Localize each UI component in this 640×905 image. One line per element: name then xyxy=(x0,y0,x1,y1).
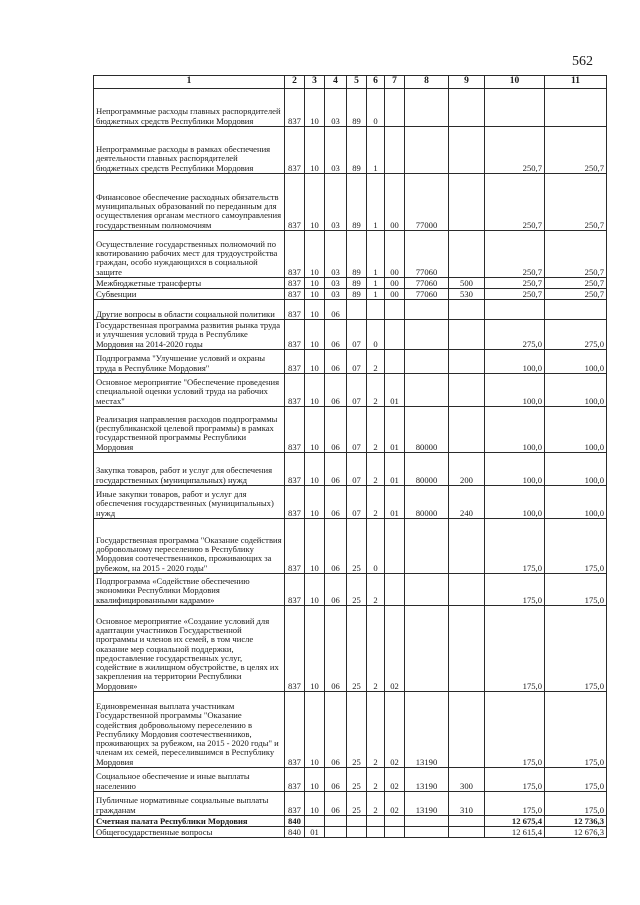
cell-measure xyxy=(385,350,405,374)
cell-direction: 80000 xyxy=(405,486,449,519)
table-row xyxy=(94,519,607,574)
cell-pr: 06 xyxy=(325,300,347,320)
cell-pr xyxy=(325,827,347,838)
row-name: Основное мероприятие "Обеспечение проведения специальной оценки условий труда на рабочих местах" xyxy=(94,374,285,407)
cell-subprogram: 2 xyxy=(367,374,385,407)
cell-rz: 10 xyxy=(305,486,325,519)
cell-amount-1: 12 615,4 xyxy=(485,827,545,838)
cell-gr: 837 xyxy=(285,374,305,407)
header-col-1: 1 xyxy=(94,76,285,89)
table-row xyxy=(94,606,607,692)
cell-gr: 837 xyxy=(285,127,305,174)
row-name: Социальное обеспечение и иные выплаты населению xyxy=(94,768,285,792)
cell-expense-type xyxy=(449,231,485,278)
row-name: Общегосударственные вопросы xyxy=(94,827,285,838)
cell-pr: 06 xyxy=(325,692,347,768)
cell-amount-2: 100,0 xyxy=(545,453,607,486)
cell-program: 89 xyxy=(347,174,367,231)
cell-expense-type xyxy=(449,300,485,320)
table-row xyxy=(94,407,607,453)
row-name: Единовременная выплата участникам Государственной программы "Оказание содействия добровольному переселению в Республику Мордовия соотечественников, проживающих за рубежом, на 2015 - 2020 годы" и членам их семей, переселившимся в Республику Мордовия xyxy=(94,692,285,768)
row-name: Финансовое обеспечение расходных обязательств муниципальных образований по переданным для осуществления органам местного самоуправления государственным полномочиям xyxy=(94,174,285,231)
cell-expense-type xyxy=(449,127,485,174)
cell-pr: 06 xyxy=(325,606,347,692)
cell-expense-type xyxy=(449,350,485,374)
header-col-6: 6 xyxy=(367,76,385,89)
cell-amount-2: 275,0 xyxy=(545,320,607,350)
cell-subprogram: 2 xyxy=(367,407,385,453)
cell-subprogram: 2 xyxy=(367,453,385,486)
cell-gr: 837 xyxy=(285,89,305,127)
table-row xyxy=(94,231,607,278)
cell-program xyxy=(347,827,367,838)
cell-gr: 837 xyxy=(285,350,305,374)
row-name: Осуществление государственных полномочий по квотированию рабочих мест для трудоустройства граждан, особо нуждающихся в социальной защите xyxy=(94,231,285,278)
table-row xyxy=(94,89,607,127)
cell-amount-1: 250,7 xyxy=(485,278,545,289)
cell-subprogram: 0 xyxy=(367,89,385,127)
cell-pr: 03 xyxy=(325,289,347,300)
cell-program: 89 xyxy=(347,278,367,289)
cell-amount-2: 12 676,3 xyxy=(545,827,607,838)
cell-program xyxy=(347,816,367,827)
cell-measure: 01 xyxy=(385,453,405,486)
row-name: Реализация направления расходов подпрограммы (республиканской целевой программы) в рамках государственной программы Республики Мордовия xyxy=(94,407,285,453)
cell-amount-2: 100,0 xyxy=(545,407,607,453)
cell-expense-type xyxy=(449,174,485,231)
table-row xyxy=(94,374,607,407)
cell-pr: 06 xyxy=(325,486,347,519)
cell-direction xyxy=(405,606,449,692)
cell-rz xyxy=(305,816,325,827)
cell-gr: 837 xyxy=(285,231,305,278)
cell-amount-2 xyxy=(545,300,607,320)
cell-amount-2: 250,7 xyxy=(545,231,607,278)
cell-subprogram xyxy=(367,300,385,320)
table-row xyxy=(94,816,607,827)
cell-amount-2: 175,0 xyxy=(545,519,607,574)
cell-gr: 840 xyxy=(285,816,305,827)
cell-amount-1: 250,7 xyxy=(485,174,545,231)
row-name: Основное мероприятие «Создание условий для адаптации участников Государственной программы и членов их семей, в том числе оказание мер социальной поддержки, предоставление государственных услуг, содействие в жилищном обустройстве, в целях их закрепления на территории Республики Мордовия» xyxy=(94,606,285,692)
table-row xyxy=(94,127,607,174)
cell-program: 89 xyxy=(347,231,367,278)
cell-expense-type xyxy=(449,692,485,768)
cell-expense-type xyxy=(449,320,485,350)
header-col-2: 2 xyxy=(285,76,305,89)
cell-program: 25 xyxy=(347,792,367,816)
cell-subprogram: 2 xyxy=(367,768,385,792)
cell-expense-type xyxy=(449,519,485,574)
cell-expense-type: 530 xyxy=(449,289,485,300)
cell-rz: 10 xyxy=(305,574,325,606)
cell-rz: 10 xyxy=(305,519,325,574)
table-row xyxy=(94,486,607,519)
cell-expense-type xyxy=(449,407,485,453)
cell-direction: 77060 xyxy=(405,278,449,289)
cell-gr: 837 xyxy=(285,407,305,453)
cell-amount-2: 12 736,3 xyxy=(545,816,607,827)
cell-direction xyxy=(405,127,449,174)
cell-measure: 02 xyxy=(385,768,405,792)
cell-amount-1: 275,0 xyxy=(485,320,545,350)
cell-pr: 03 xyxy=(325,127,347,174)
row-name: Межбюджетные трансферты xyxy=(94,278,285,289)
table-row xyxy=(94,300,607,320)
cell-gr: 837 xyxy=(285,768,305,792)
header-row xyxy=(94,76,607,89)
cell-pr: 06 xyxy=(325,374,347,407)
cell-gr: 837 xyxy=(285,486,305,519)
cell-measure: 01 xyxy=(385,374,405,407)
cell-expense-type: 500 xyxy=(449,278,485,289)
cell-amount-1: 250,7 xyxy=(485,289,545,300)
cell-amount-2: 250,7 xyxy=(545,278,607,289)
cell-program: 25 xyxy=(347,606,367,692)
cell-expense-type xyxy=(449,606,485,692)
cell-rz: 10 xyxy=(305,89,325,127)
cell-subprogram: 2 xyxy=(367,692,385,768)
cell-amount-2 xyxy=(545,89,607,127)
row-name: Подпрограмма «Содействие обеспечению экономики Республики Мордовия квалифицированными кадрами» xyxy=(94,574,285,606)
table-row xyxy=(94,174,607,231)
row-name: Закупка товаров, работ и услуг для обеспечения государственных (муниципальных) нужд xyxy=(94,453,285,486)
cell-expense-type xyxy=(449,374,485,407)
cell-program: 07 xyxy=(347,350,367,374)
cell-amount-1: 100,0 xyxy=(485,350,545,374)
cell-amount-2: 175,0 xyxy=(545,692,607,768)
cell-rz: 10 xyxy=(305,231,325,278)
cell-rz: 10 xyxy=(305,606,325,692)
cell-program: 07 xyxy=(347,453,367,486)
cell-direction xyxy=(405,574,449,606)
table-row xyxy=(94,289,607,300)
cell-pr: 06 xyxy=(325,792,347,816)
cell-pr: 06 xyxy=(325,574,347,606)
cell-direction xyxy=(405,374,449,407)
header-col-3: 3 xyxy=(305,76,325,89)
cell-amount-2: 175,0 xyxy=(545,792,607,816)
cell-rz: 10 xyxy=(305,692,325,768)
cell-amount-1: 175,0 xyxy=(485,519,545,574)
cell-measure: 00 xyxy=(385,289,405,300)
cell-expense-type: 240 xyxy=(449,486,485,519)
cell-pr: 03 xyxy=(325,174,347,231)
cell-subprogram: 2 xyxy=(367,486,385,519)
cell-rz: 10 xyxy=(305,289,325,300)
cell-direction: 13190 xyxy=(405,768,449,792)
table-row xyxy=(94,350,607,374)
cell-direction: 80000 xyxy=(405,453,449,486)
row-name: Подпрограмма "Улучшение условий и охраны труда в Республике Мордовия" xyxy=(94,350,285,374)
table-row xyxy=(94,574,607,606)
header-col-8: 8 xyxy=(405,76,449,89)
cell-amount-1: 100,0 xyxy=(485,453,545,486)
cell-measure xyxy=(385,827,405,838)
cell-program: 07 xyxy=(347,486,367,519)
cell-rz: 10 xyxy=(305,407,325,453)
table-row xyxy=(94,792,607,816)
cell-pr xyxy=(325,816,347,827)
cell-expense-type xyxy=(449,816,485,827)
cell-pr: 03 xyxy=(325,278,347,289)
cell-rz: 01 xyxy=(305,827,325,838)
cell-expense-type: 300 xyxy=(449,768,485,792)
cell-gr: 837 xyxy=(285,519,305,574)
cell-pr: 03 xyxy=(325,89,347,127)
cell-measure xyxy=(385,89,405,127)
cell-gr: 837 xyxy=(285,300,305,320)
cell-program: 25 xyxy=(347,768,367,792)
cell-gr: 837 xyxy=(285,453,305,486)
cell-pr: 06 xyxy=(325,519,347,574)
cell-program: 25 xyxy=(347,692,367,768)
cell-subprogram: 0 xyxy=(367,320,385,350)
cell-pr: 03 xyxy=(325,231,347,278)
cell-program: 89 xyxy=(347,89,367,127)
cell-rz: 10 xyxy=(305,453,325,486)
cell-program xyxy=(347,300,367,320)
cell-subprogram: 1 xyxy=(367,278,385,289)
cell-amount-2: 100,0 xyxy=(545,350,607,374)
cell-direction xyxy=(405,300,449,320)
cell-amount-2: 175,0 xyxy=(545,606,607,692)
cell-amount-2: 250,7 xyxy=(545,127,607,174)
cell-expense-type: 200 xyxy=(449,453,485,486)
cell-program: 07 xyxy=(347,407,367,453)
cell-direction xyxy=(405,827,449,838)
cell-subprogram: 1 xyxy=(367,174,385,231)
row-name: Непрограммные расходы в рамках обеспечения деятельности главных распорядителей бюджетных средств Республики Мордовия xyxy=(94,127,285,174)
cell-amount-2: 100,0 xyxy=(545,486,607,519)
cell-rz: 10 xyxy=(305,768,325,792)
cell-direction xyxy=(405,350,449,374)
cell-amount-1 xyxy=(485,89,545,127)
cell-gr: 840 xyxy=(285,827,305,838)
row-name: Счетная палата Республики Мордовия xyxy=(94,816,285,827)
row-name: Иные закупки товаров, работ и услуг для обеспечения государственных (муниципальных) нужд xyxy=(94,486,285,519)
cell-amount-1 xyxy=(485,300,545,320)
cell-expense-type: 310 xyxy=(449,792,485,816)
cell-direction: 13190 xyxy=(405,692,449,768)
cell-direction xyxy=(405,519,449,574)
cell-program: 07 xyxy=(347,320,367,350)
header-col-5: 5 xyxy=(347,76,367,89)
cell-rz: 10 xyxy=(305,278,325,289)
table-row xyxy=(94,278,607,289)
cell-program: 25 xyxy=(347,519,367,574)
cell-gr: 837 xyxy=(285,574,305,606)
row-name: Государственная программа "Оказание содействия добровольному переселению в Республику Мордовия соотечественников, проживающих за рубежом, на 2015 - 2020 годы" xyxy=(94,519,285,574)
cell-measure: 02 xyxy=(385,792,405,816)
cell-gr: 837 xyxy=(285,320,305,350)
cell-pr: 06 xyxy=(325,320,347,350)
header-col-7: 7 xyxy=(385,76,405,89)
cell-rz: 10 xyxy=(305,350,325,374)
cell-pr: 06 xyxy=(325,768,347,792)
cell-amount-1: 175,0 xyxy=(485,606,545,692)
cell-measure: 02 xyxy=(385,606,405,692)
row-name: Другие вопросы в области социальной политики xyxy=(94,300,285,320)
cell-subprogram: 2 xyxy=(367,574,385,606)
cell-amount-1: 250,7 xyxy=(485,231,545,278)
cell-subprogram: 2 xyxy=(367,606,385,692)
cell-measure: 01 xyxy=(385,407,405,453)
header-col-10: 10 xyxy=(485,76,545,89)
cell-subprogram: 2 xyxy=(367,792,385,816)
cell-measure: 00 xyxy=(385,231,405,278)
cell-rz: 10 xyxy=(305,174,325,231)
cell-pr: 06 xyxy=(325,407,347,453)
cell-amount-1: 100,0 xyxy=(485,407,545,453)
cell-gr: 837 xyxy=(285,278,305,289)
cell-amount-2: 100,0 xyxy=(545,374,607,407)
cell-rz: 10 xyxy=(305,300,325,320)
cell-amount-1: 175,0 xyxy=(485,768,545,792)
cell-direction xyxy=(405,816,449,827)
cell-direction xyxy=(405,320,449,350)
cell-direction xyxy=(405,89,449,127)
cell-measure: 00 xyxy=(385,174,405,231)
cell-gr: 837 xyxy=(285,692,305,768)
cell-subprogram xyxy=(367,816,385,827)
cell-measure xyxy=(385,574,405,606)
cell-pr: 06 xyxy=(325,350,347,374)
cell-direction: 77060 xyxy=(405,231,449,278)
cell-measure: 02 xyxy=(385,692,405,768)
cell-pr: 06 xyxy=(325,453,347,486)
cell-amount-1: 250,7 xyxy=(485,127,545,174)
cell-direction: 77000 xyxy=(405,174,449,231)
cell-subprogram: 1 xyxy=(367,289,385,300)
cell-rz: 10 xyxy=(305,374,325,407)
cell-measure xyxy=(385,320,405,350)
cell-expense-type xyxy=(449,827,485,838)
cell-amount-1: 100,0 xyxy=(485,486,545,519)
cell-measure: 01 xyxy=(385,486,405,519)
cell-program: 25 xyxy=(347,574,367,606)
cell-amount-1: 12 675,4 xyxy=(485,816,545,827)
cell-measure xyxy=(385,816,405,827)
header-col-11: 11 xyxy=(545,76,607,89)
header-col-9: 9 xyxy=(449,76,485,89)
cell-amount-2: 250,7 xyxy=(545,174,607,231)
cell-measure xyxy=(385,127,405,174)
cell-amount-1: 175,0 xyxy=(485,692,545,768)
cell-subprogram: 2 xyxy=(367,350,385,374)
table-row xyxy=(94,453,607,486)
cell-expense-type xyxy=(449,89,485,127)
cell-amount-2: 175,0 xyxy=(545,768,607,792)
cell-measure: 00 xyxy=(385,278,405,289)
row-name: Публичные нормативные социальные выплаты гражданам xyxy=(94,792,285,816)
cell-gr: 837 xyxy=(285,174,305,231)
cell-direction: 13190 xyxy=(405,792,449,816)
cell-subprogram: 1 xyxy=(367,127,385,174)
cell-amount-1: 175,0 xyxy=(485,574,545,606)
cell-subprogram: 0 xyxy=(367,519,385,574)
cell-subprogram: 1 xyxy=(367,231,385,278)
cell-expense-type xyxy=(449,574,485,606)
cell-rz: 10 xyxy=(305,320,325,350)
cell-program: 89 xyxy=(347,127,367,174)
table-row xyxy=(94,827,607,838)
cell-amount-2: 250,7 xyxy=(545,289,607,300)
cell-measure xyxy=(385,300,405,320)
cell-amount-1: 175,0 xyxy=(485,792,545,816)
cell-gr: 837 xyxy=(285,606,305,692)
cell-rz: 10 xyxy=(305,127,325,174)
cell-amount-2: 175,0 xyxy=(545,574,607,606)
row-name: Государственная программа развития рынка труда и улучшения условий труда в Республике Мордовия на 2014-2020 годы xyxy=(94,320,285,350)
cell-program: 89 xyxy=(347,289,367,300)
budget-table xyxy=(93,75,607,838)
cell-amount-1: 100,0 xyxy=(485,374,545,407)
cell-subprogram xyxy=(367,827,385,838)
row-name: Непрограммные расходы главных распорядителей бюджетных средств Республики Мордовия xyxy=(94,89,285,127)
cell-gr: 837 xyxy=(285,792,305,816)
table-row xyxy=(94,692,607,768)
cell-gr: 837 xyxy=(285,289,305,300)
cell-rz: 10 xyxy=(305,792,325,816)
table-row xyxy=(94,320,607,350)
cell-direction: 77060 xyxy=(405,289,449,300)
page-number: 562 xyxy=(572,54,593,69)
table-row xyxy=(94,768,607,792)
cell-program: 07 xyxy=(347,374,367,407)
header-col-4: 4 xyxy=(325,76,347,89)
row-name: Субвенции xyxy=(94,289,285,300)
cell-measure xyxy=(385,519,405,574)
cell-direction: 80000 xyxy=(405,407,449,453)
